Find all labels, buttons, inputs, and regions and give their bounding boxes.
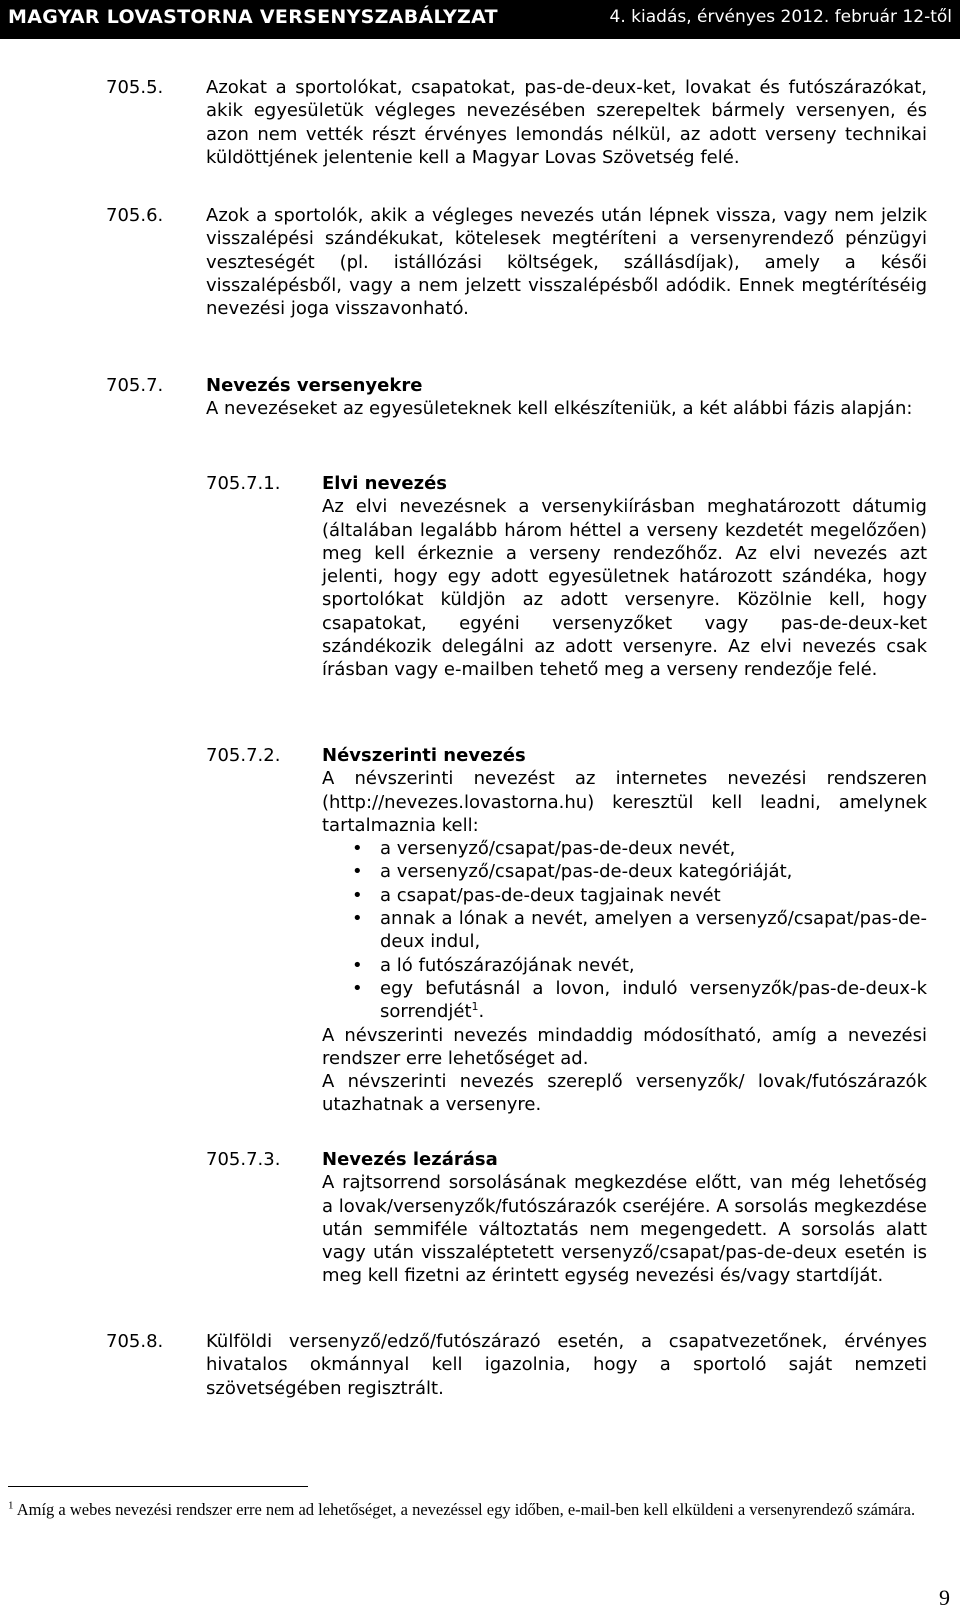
page-number: 9 bbox=[939, 1585, 950, 1610]
section-705-7 bbox=[206, 374, 927, 421]
list-item: • a ló futószárazójának nevét, bbox=[352, 954, 635, 976]
bullet-icon: • bbox=[352, 861, 363, 883]
section-705-8-text: Külföldi versenyző/edző/futószárazó esetén, a csapatvezetőnek, érvényes hivatalos okmánnyal kell igazolnia, hogy a sportoló saját nemzeti szövetségében regisztrált. bbox=[206, 1331, 927, 1399]
bullet-icon: • bbox=[352, 884, 363, 906]
bullet-icon: • bbox=[352, 954, 363, 976]
list-item: • a csapat/pas-de-deux tagjainak nevét bbox=[352, 884, 721, 906]
subsection-number: 705.7.2. bbox=[206, 745, 281, 766]
section-705-5-text: Azokat a sportolókat, csapatokat, pas-de-deux-ket, lovakat és futószárazókat, akik egyesületük végleges nevezésében szerepeltek bármely versenyen, és azon nem vették részt érvényes lemondás nélkül, az adott verseny technikai küldöttjének jelentenie kell a Magyar Lovas Szövetség felé. bbox=[206, 77, 927, 168]
section-number: 705.8. bbox=[106, 1331, 164, 1352]
section-number: 705.5. bbox=[106, 77, 164, 98]
section-705-7-2-text: A névszerinti nevezést az internetes nevezési rendszeren (http://nevezes.lovastorna.hu) keresztül kell leadni, amelynek tartalmaznia kell: bbox=[322, 768, 927, 836]
section-number: 705.6. bbox=[106, 205, 164, 226]
list-item: • a versenyző/csapat/pas-de-deux kategóriáját, bbox=[352, 861, 793, 883]
section-number: 705.7. bbox=[106, 375, 164, 396]
section-705-7-1 bbox=[322, 472, 927, 682]
edition-info: 4. kiadás, érvényes 2012. február 12-től bbox=[609, 7, 952, 27]
section-705-7-3-text: A rajtsorrend sorsolásának megkezdése előtt, van még lehetőség a lovak/versenyzők/futószárazók cseréjére. A sorsolás megkezdése után semmiféle változtatás nem megengedett. A sorsolás alatt vagy után visszaléptetett versenyző/csapat/pas-de-deux esetén is meg kell fizetni az érintett egység nevezési és/vagy startdíját. bbox=[322, 1172, 927, 1287]
section-705-7-text: A nevezéseket az egyesületeknek kell elkészíteniük, a két alábbi fázis alapján: bbox=[206, 398, 913, 420]
section-705-7-2-para3: A névszerinti nevezés szereplő versenyzők/ lovak/futószárazók utazhatnak a versenyre. bbox=[322, 1071, 927, 1116]
page-header bbox=[0, 0, 960, 39]
list-item: • a versenyző/csapat/pas-de-deux nevét, bbox=[352, 838, 736, 860]
section-705-7-2 bbox=[322, 744, 927, 1117]
footnote-text: Amíg a webes nevezési rendszer erre nem ad lehetőséget, a nevezéssel egy időben, e-mail-ben kell elküldeni a versenyrendező számára. bbox=[16, 1500, 916, 1519]
section-705-7-1-text: Az elvi nevezésnek a versenykiírásban meghatározott dátumig (általában legalább három héttel a verseny kezdetét megelőzően) meg kell érkeznie a verseny rendezőhőz. Az elvi nevezés azt jelenti, hogy egy adott egyesületnek határozott szándéka, hogy sportolókat küldjön az adott versenyre. Közölnie kell, hogy csapatokat, egyéni versenyzőket vagy pas-de-deux-ket szándékozik delegálni az adott versenyre. Az elvi nevezés csak írásban vagy e-mailben tehető meg a verseny rendezője felé. bbox=[322, 496, 927, 681]
bullet-icon: • bbox=[352, 838, 363, 860]
footnote-mark: 1 bbox=[8, 1499, 14, 1512]
bullet-icon: • bbox=[352, 908, 363, 930]
required-fields-list bbox=[322, 837, 927, 1023]
subsection-number: 705.7.1. bbox=[206, 473, 281, 494]
subsection-heading: Nevezés lezárása bbox=[322, 1149, 498, 1170]
list-item: • annak a lónak a nevét, amelyen a versenyző/csapat/pas-de-deux indul, bbox=[352, 908, 927, 953]
document-title: MAGYAR LOVASTORNA VERSENYSZABÁLYZAT bbox=[8, 6, 498, 28]
subsection-heading: Névszerinti nevezés bbox=[322, 745, 526, 766]
subsection-heading: Elvi nevezés bbox=[322, 473, 447, 494]
section-705-6-text: Azok a sportolók, akik a végleges nevezés után lépnek vissza, vagy nem jelzik visszalépési szándékukat, kötelesek megtéríteni a versenyrendező pénzügyi veszteségét (pl. istállózási költségek, szállásdíjak), amely a késői visszalépésből, vagy a nem jelzett visszalépésből adódik. Ennek megtérítéséig nevezési joga visszavonható. bbox=[206, 205, 927, 320]
section-705-7-3 bbox=[322, 1148, 927, 1288]
subsection-number: 705.7.3. bbox=[206, 1149, 281, 1170]
section-705-7-2-para2: A névszerinti nevezés mindaddig módosítható, amíg a nevezési rendszer erre lehetőséget ad. bbox=[322, 1024, 927, 1069]
bullet-icon: • bbox=[352, 977, 363, 999]
section-heading: Nevezés versenyekre bbox=[206, 375, 423, 396]
footnote bbox=[8, 1498, 956, 1521]
footnote-divider bbox=[8, 1486, 308, 1487]
footnote-reference: 1 bbox=[471, 1000, 479, 1014]
list-item: • egy befutásnál a lovon, induló versenyzők/pas-de-deux-k sorrendjét$^1$. bbox=[352, 977, 927, 1023]
